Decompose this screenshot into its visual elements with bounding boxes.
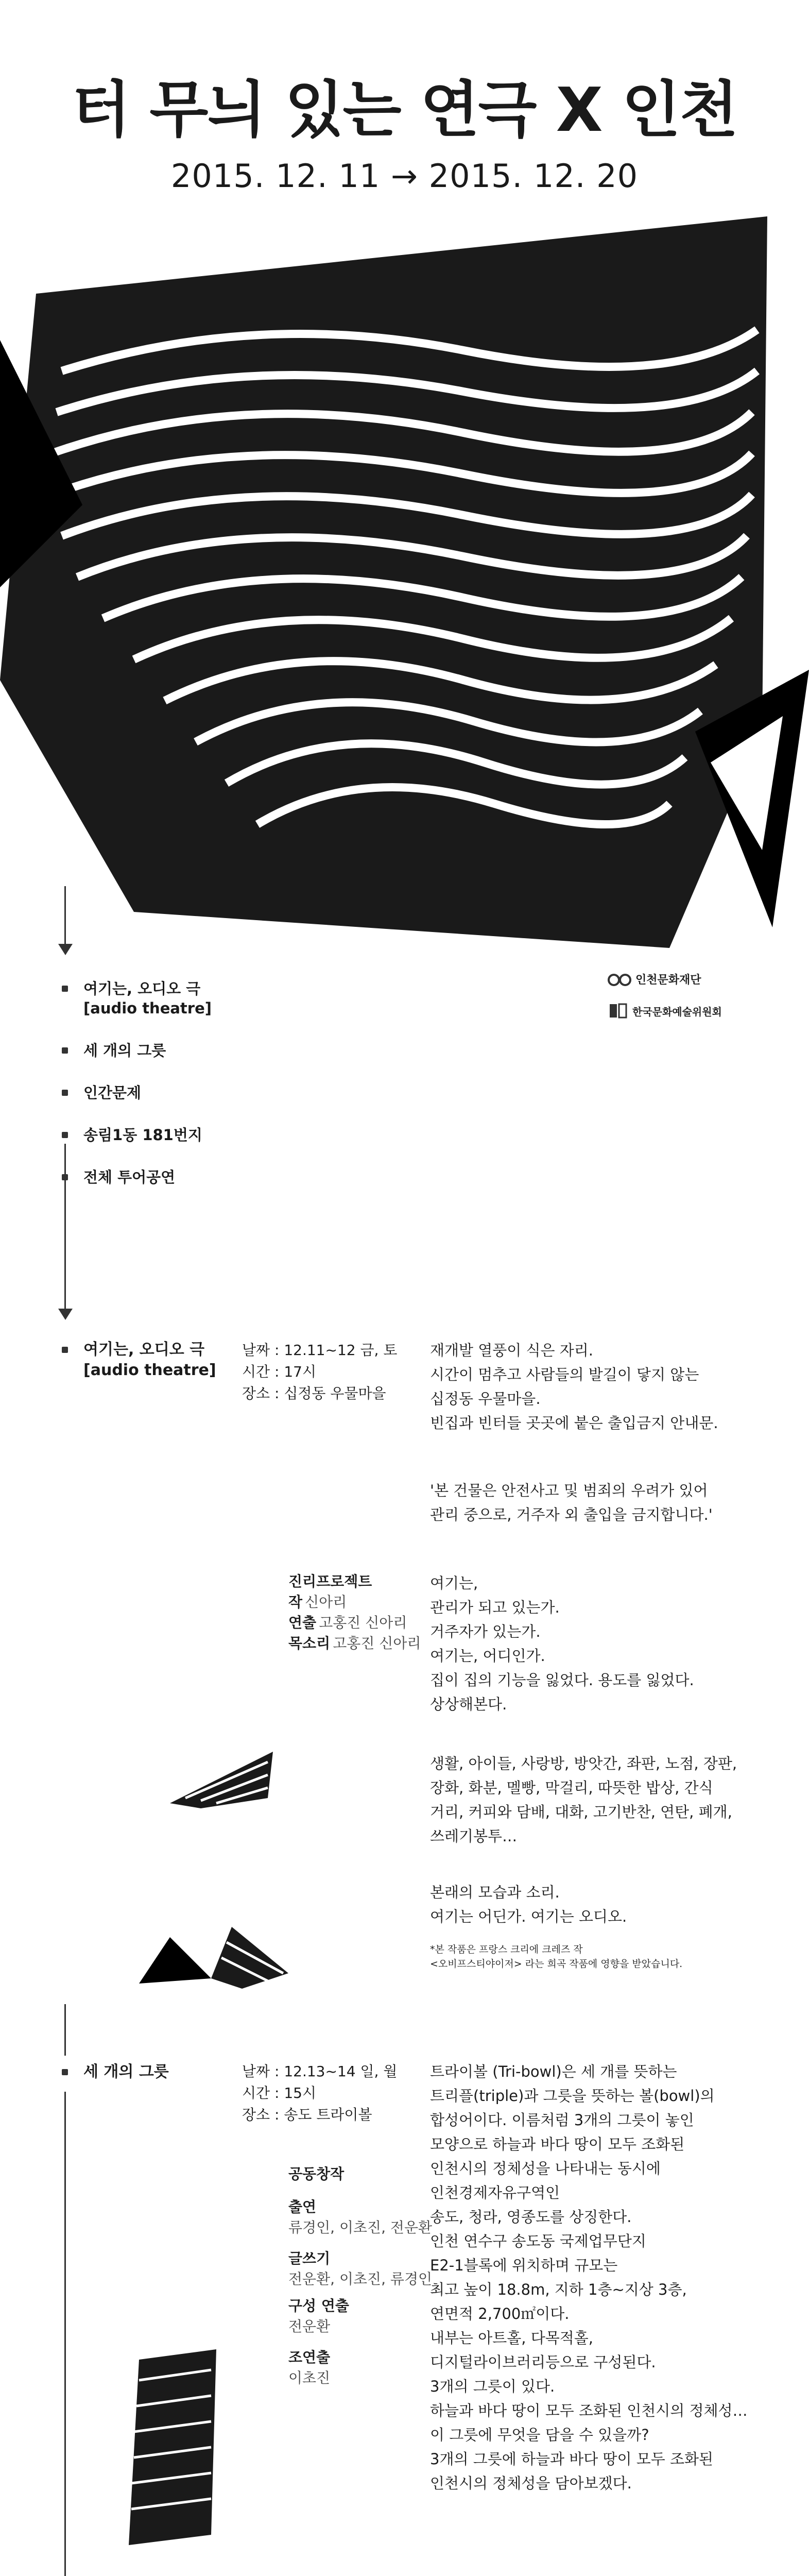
bullet-icon bbox=[62, 1047, 68, 1054]
toc-item[interactable]: 인간문제 bbox=[62, 1083, 212, 1103]
bowls-credits: 공동창작 출연 류경인, 이초진, 전운환 글쓰기 전운환, 이초진, 류경인 구성 연출 전운환 조연출 이초진 bbox=[288, 2165, 433, 2386]
council-logo-text: 한국문화예술위원회 bbox=[632, 1005, 722, 1018]
council-logo-icon bbox=[608, 1002, 628, 1020]
bowls-meta: 날짜 : 12.13~14 일, 월 시간 : 15시 장소 : 송도 트라이볼 bbox=[242, 2063, 398, 2123]
council-logo bbox=[608, 1002, 722, 1020]
bullet-icon bbox=[62, 1132, 68, 1138]
section-subtitle-audio: [audio theatre] bbox=[83, 1361, 216, 1379]
toc-item[interactable]: 송림1동 181번지 bbox=[62, 1125, 212, 1145]
bullet-icon bbox=[62, 986, 68, 992]
down-arrow-icon bbox=[58, 1309, 73, 1320]
section-line bbox=[64, 2092, 66, 2576]
toc-item[interactable]: 여기는, 오디오 극 bbox=[62, 979, 212, 998]
audio-meta: 날짜 : 12.11~12 금, 토 시간 : 17시 장소 : 십정동 우물마을 bbox=[242, 1342, 398, 1402]
audio-body2: 생활, 아이들, 사랑방, 방앗간, 좌판, 노점, 장판, 장화, 화분, 멜빵, 막걸리, 따뜻한 밥상, 간식 거리, 커피와 담배, 대화, 고기반찬, 연탄, 폐개, 쓰레기봉투… bbox=[430, 1755, 737, 1845]
toc-item[interactable]: [audio theatre] bbox=[83, 999, 212, 1017]
foundation-logo-icon bbox=[608, 969, 631, 989]
toc-item[interactable]: 세 개의 그릇 bbox=[62, 1041, 212, 1060]
toc-arrow-icon bbox=[58, 944, 73, 955]
toc-list bbox=[62, 979, 212, 1210]
section-title-bowls: 세 개의 그릇 bbox=[83, 2063, 169, 2081]
section-title-audio: 여기는, 오디오 극 bbox=[83, 1341, 205, 1359]
logo-block bbox=[608, 969, 701, 989]
section-bullet-icon bbox=[62, 2069, 68, 2075]
section-line bbox=[64, 1144, 66, 1314]
poster-title: 터 무늬 있는 연극 X 인천 bbox=[72, 74, 737, 145]
section-line bbox=[64, 2004, 66, 2056]
toc-item[interactable]: 전체 투어공연 bbox=[62, 1167, 212, 1187]
abstract-artwork bbox=[0, 216, 809, 963]
foundation-logo-text: 인천문화재단 bbox=[635, 973, 701, 987]
audio-notes: *본 작품은 프랑스 크리에 크레즈 작 <오비프스티야이저> 라는 희곡 작품에 영향을 받았습니다. bbox=[430, 1944, 683, 1970]
poster-dates: 2015. 12. 11 → 2015. 12. 20 bbox=[170, 157, 639, 195]
audio-quote: '본 건물은 안전사고 및 범죄의 우려가 있어 관리 중으로, 거주자 외 출입을 금지합니다.' bbox=[430, 1482, 713, 1523]
audio-body1: 여기는, 관리가 되고 있는가. 거주자가 있는가. 여기는, 어디인가. 집이 집의 기능을 잃었다. 용도를 잃었다. 상상해본다. bbox=[430, 1574, 694, 1713]
audio-lead: 재개발 열풍이 식은 자리. 시간이 멈추고 사람들의 발길이 닿지 않는 십정동 우물마을. 빈집과 빈터들 곳곳에 붙은 출입금지 안내문. bbox=[430, 1342, 718, 1432]
section-bullet-icon bbox=[62, 1347, 68, 1353]
bowls-body: 트라이볼 (Tri-bowl)은 세 개를 뜻하는 트리플(triple)과 그릇을 뜻하는 볼(bowl)의 합성어이다. 이름처럼 3개의 그릇이 놓인 모양으로 하늘과 바다 땅이 모두 조화된 인천시의 정체성을 나타내는 동시에 인천경제자유구역인 송도, 청라, 영종도를 상징한다. 인천 연수구 송도동 국제업무단지 E2-1블록에 위치하며 규모는 최고 높이 18.8m, 지하 1층~지상 3층, 연면적 2,700㎡이다. 내부는 아트홀, 다목적홀, 디지털라이브러리등으로 구성된다. 3개의 그릇이 있다. 하늘과 바다 땅이 모두 조화된 인천시의 정체성… 이 그릇에 무엇을 담을 수 있을까? 3개의 그릇에 하늘과 바다 땅이 모두 조화된 인천시의 정체성을 담아보겠다. bbox=[430, 2063, 748, 2492]
audio-body3: 본래의 모습과 소리. 여기는 어딘가. 여기는 오디오. bbox=[430, 1884, 627, 1925]
toc-line bbox=[64, 886, 66, 948]
art-fragment bbox=[139, 1917, 294, 1989]
art-fragment bbox=[170, 1752, 278, 1808]
bullet-icon bbox=[62, 1090, 68, 1096]
audio-credits: 진리프로젝트 작 신아리 연출 고홍진 신아리 목소리 고홍진 신아리 bbox=[288, 1573, 421, 1652]
art-fragment bbox=[129, 2349, 221, 2545]
